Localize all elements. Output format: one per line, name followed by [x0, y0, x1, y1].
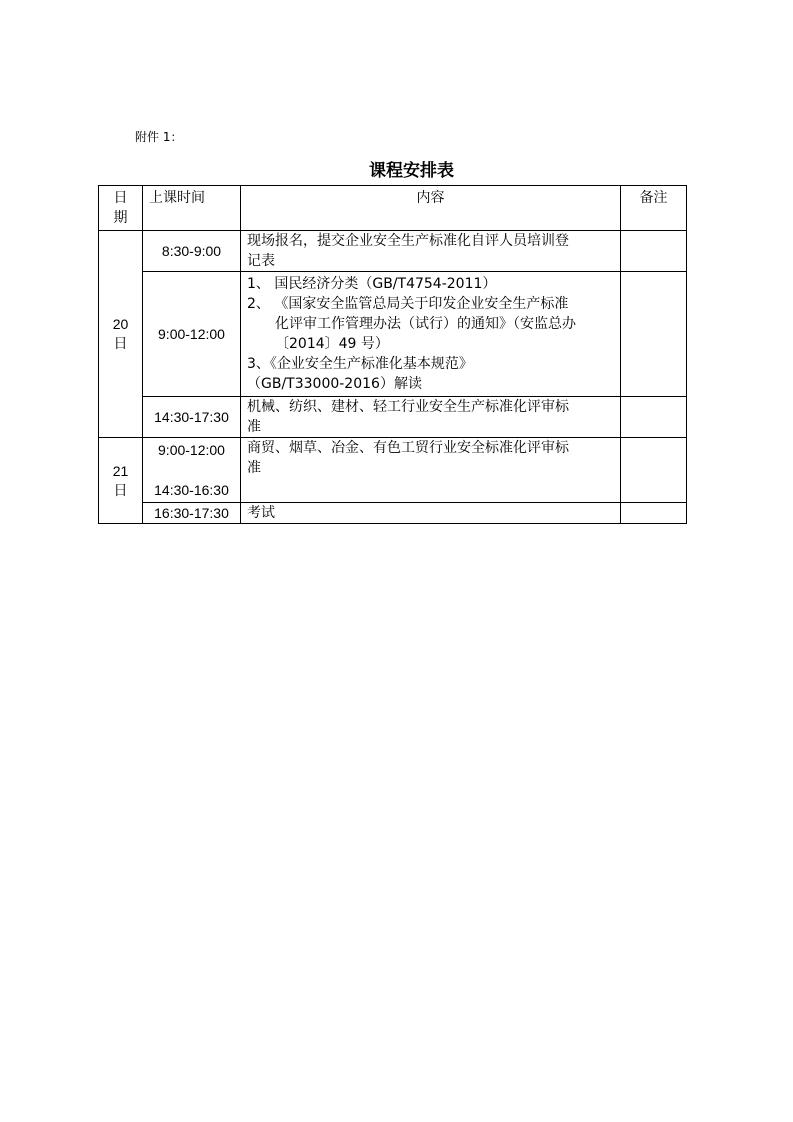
table-row — [99, 397, 687, 438]
note-cell — [621, 503, 687, 524]
content-line: 机械、纺织、建材、轻工行业安全生产标准化评审标 — [247, 399, 569, 415]
table-row — [99, 231, 687, 272]
time-cell: 14:30-17:30 — [143, 397, 241, 438]
day20-label — [99, 231, 143, 438]
header-content: 内容 — [241, 186, 621, 231]
content-line: 化评审工作管理办法（试行）的通知》（安监总办 — [275, 316, 576, 332]
time-cell: 8:30-9:00 — [143, 231, 241, 272]
day21-suffix: 日 — [113, 482, 128, 499]
table-row — [99, 272, 687, 397]
note-cell — [621, 272, 687, 397]
time-afternoon: 14:30-16:30 — [154, 482, 229, 498]
day20-suffix: 日 — [113, 336, 128, 352]
content-cell — [241, 397, 621, 438]
content-line: （GB/T33000-2016）解读 — [247, 376, 422, 392]
day21-number: 21 — [112, 462, 129, 479]
time-cell — [143, 438, 241, 503]
content-line: 准 — [247, 460, 261, 476]
note-cell — [621, 231, 687, 272]
page-title: 课程安排表 — [369, 161, 454, 181]
time-morning: 9:00-12:00 — [158, 442, 225, 458]
day20-number: 20 — [112, 316, 129, 332]
table-row — [99, 503, 687, 524]
table-row — [99, 438, 687, 503]
content-line: 1、 国民经济分类（GB/T4754-2011） — [247, 276, 497, 292]
content-line: 商贸、烟草、冶金、有色工贸行业安全标准化评审标 — [247, 440, 569, 456]
header-date — [99, 186, 143, 231]
header-time: 上课时间 — [143, 186, 241, 231]
content-cell — [241, 438, 621, 503]
content-cell — [241, 231, 621, 272]
header-date-line1: 日 — [113, 190, 128, 206]
content-line: 现场报名，提交企业安全生产标准化自评人员培训登 — [247, 233, 569, 249]
content-line: 记表 — [247, 253, 275, 269]
content-cell — [241, 272, 621, 397]
content-line: 〔2014〕49 号） — [275, 336, 389, 352]
header-date-line2: 期 — [113, 210, 128, 226]
attachment-label: 附件 1： — [135, 130, 183, 144]
header-note: 备注 — [621, 186, 687, 231]
header-row — [99, 186, 687, 231]
content-line: 准 — [247, 419, 261, 435]
note-cell — [621, 397, 687, 438]
content-line: 2、 《国家安全监管总局关于印发企业安全生产标准 — [247, 296, 569, 312]
content-line: 3、《企业安全生产标准化基本规范》 — [247, 356, 473, 372]
day21-label — [99, 438, 143, 524]
note-cell — [621, 438, 687, 503]
time-cell: 16:30-17:30 — [143, 503, 241, 524]
schedule-table — [98, 185, 687, 524]
content-cell: 考试 — [241, 503, 621, 524]
time-cell: 9:00-12:00 — [143, 272, 241, 397]
